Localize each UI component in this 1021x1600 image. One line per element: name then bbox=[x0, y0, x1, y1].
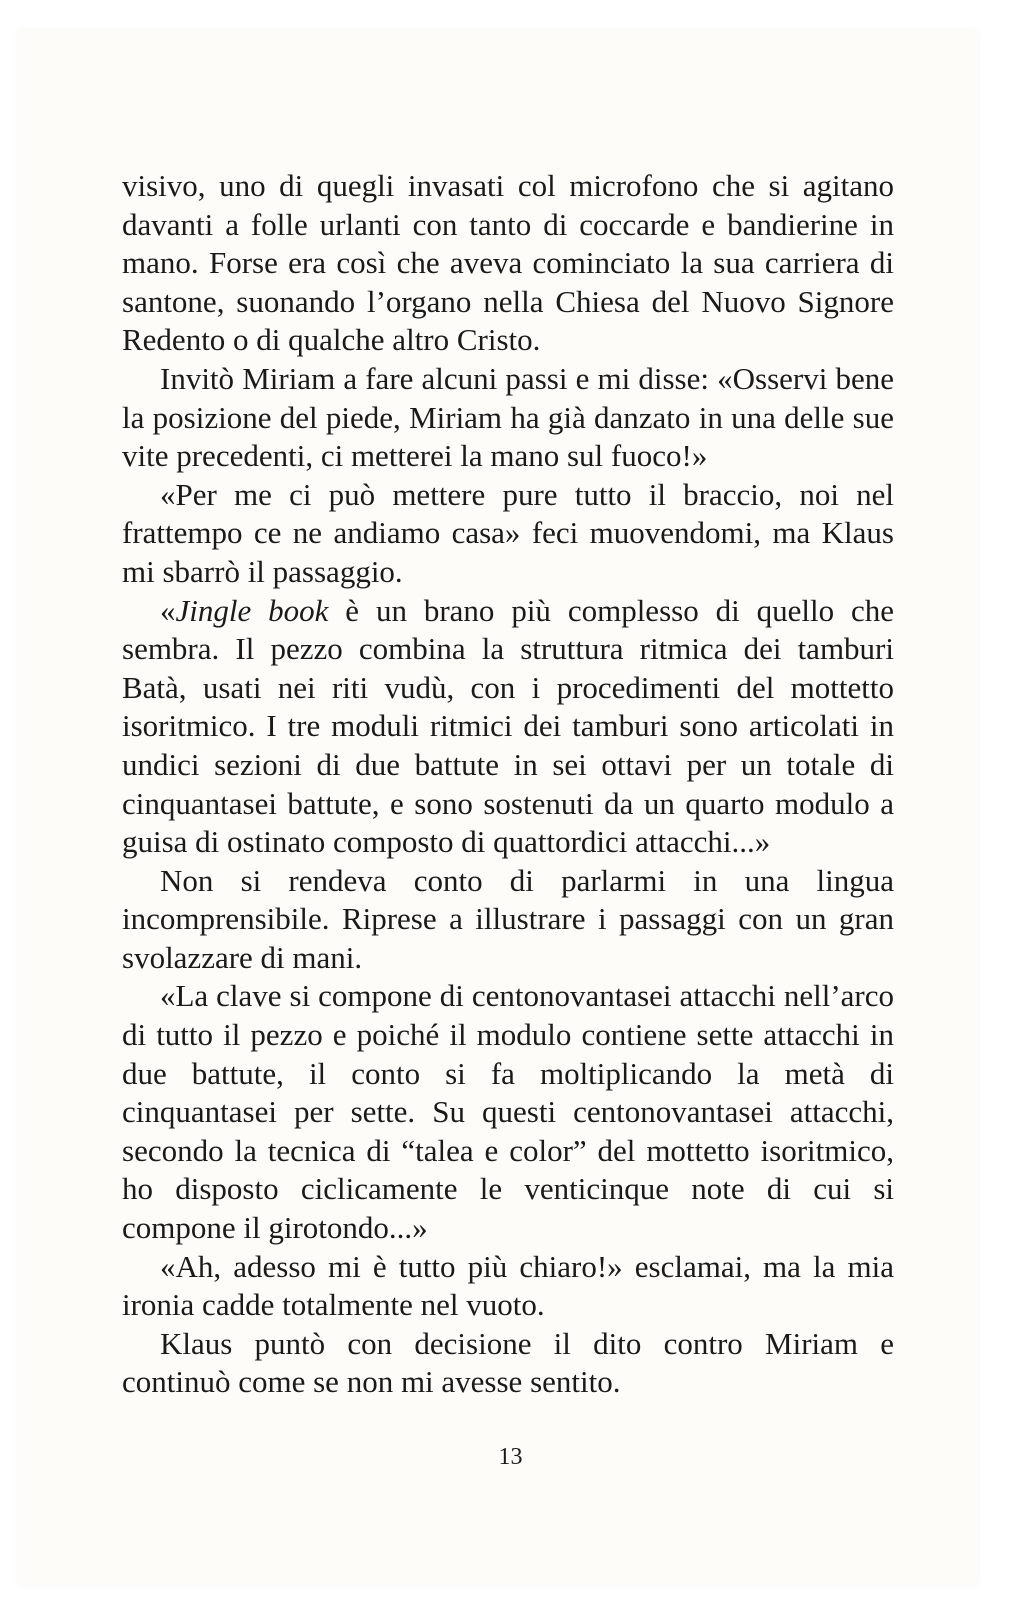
paragraph-text: è un brano più complesso di quello che sembra. Il pezzo combina la struttura ritmica dei tamburi Batà, usati nei riti vudù, con i procedimenti del mottetto isoritmico. I tre moduli ritmici dei tamburi sono articolati in undici sezioni di due battute in sei ottavi per un totale di cinquantasei battute, e sono sostenuti da un quarto modulo a guisa di ostinato composto di quattordici attacchi...» bbox=[122, 592, 894, 860]
paragraph: visivo, uno di quegli invasati col microfono che si agitano davanti a folle urlanti con tanto di coccarde e bandierine in mano. Forse era così che aveva cominciato la sua carriera di santone, suonando l’organo nella Chiesa del Nuovo Signore Redento o di qualche altro Cristo. bbox=[122, 168, 894, 358]
paragraph: Klaus puntò con decisione il dito contro Miriam e continuò come se non mi avesse sentito. bbox=[122, 1325, 894, 1400]
paragraph: «La clave si compone di centonovantasei attacchi nell’arco di tutto il pezzo e poiché il modulo contiene sette attacchi in due battute, il conto si fa moltiplicando la metà di cinquantasei per sette. Su questi centonovantasei attacchi, secondo la tecnica di “talea e color” del mottetto isoritmico, ho disposto ciclicamente le venticinque note di cui si compone il girotondo...» bbox=[122, 978, 894, 1246]
paragraph bbox=[122, 592, 894, 862]
paragraph: Invitò Miriam a fare alcuni passi e mi disse: «Osservi bene la posizione del piede, Miriam ha già danzato in una delle sue vite precedenti, ci metterei la mano sul fuoco!» bbox=[122, 360, 894, 474]
song-title: Jingle book bbox=[175, 592, 329, 628]
body-text bbox=[122, 167, 894, 1402]
paragraph: «Per me ci può mettere pure tutto il braccio, noi nel frattempo ce ne andiamo casa» feci muovendomi, ma Klaus mi sbarrò il passaggio. bbox=[122, 476, 894, 589]
paragraph: Non si rendeva conto di parlarmi in una lingua incomprensibile. Riprese a illustrare i passaggi con un gran svolazzare di mani. bbox=[122, 862, 894, 975]
page-number: 13 bbox=[498, 1444, 523, 1470]
opening-quote: « bbox=[160, 592, 176, 628]
paragraph: «Ah, adesso mi è tutto più chiaro!» esclamai, ma la mia ironia cadde totalmente nel vuoto. bbox=[122, 1248, 894, 1323]
